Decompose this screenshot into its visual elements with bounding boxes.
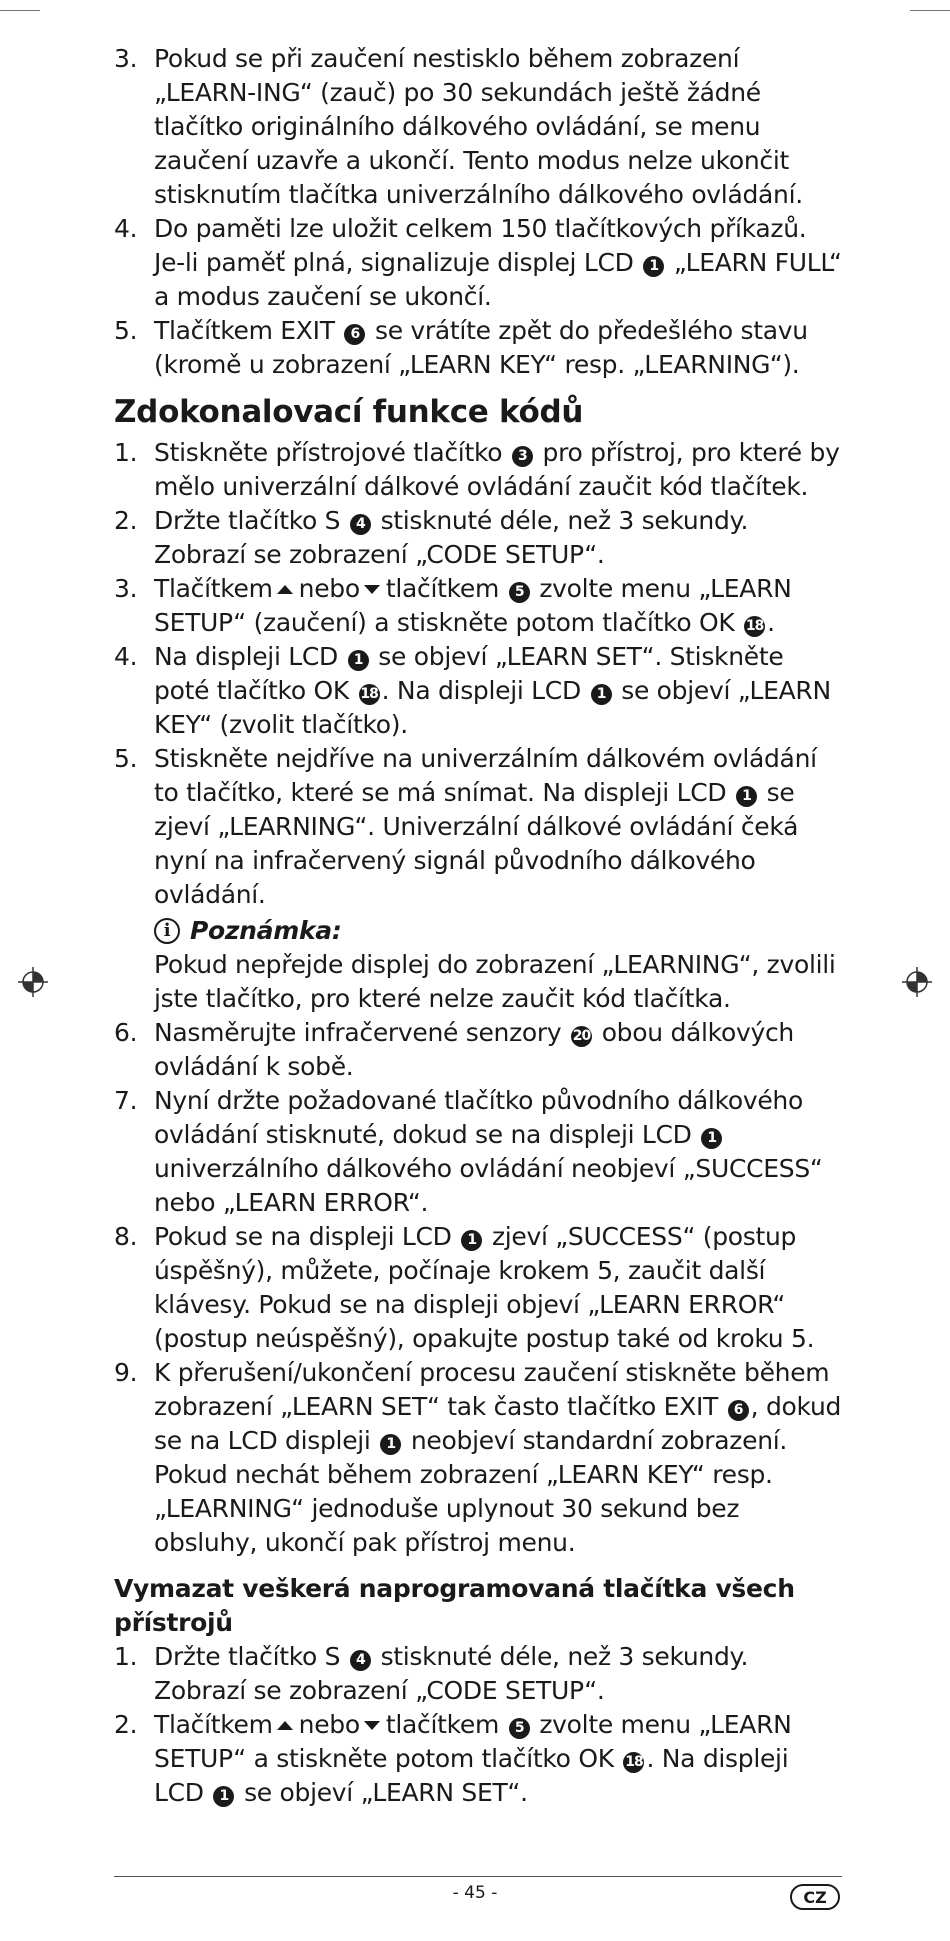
ref-number-icon: 1	[643, 256, 664, 277]
arrow-down-icon	[364, 1721, 380, 1730]
list-item: 3. Tlačítkem nebo tlačítkem 5 zvolte menu „LEARN SETUP“ (zaučení) a stiskněte potom tlačítko OK 18 .	[114, 574, 792, 637]
ref-number-icon: 4	[350, 1650, 371, 1671]
language-badge: CZ	[790, 1884, 840, 1910]
ref-number-icon: 18	[359, 684, 380, 705]
arrow-up-icon	[277, 585, 293, 594]
note-text: Pokud nepřejde displej do zobrazení „LEARNING“, zvolili jste tlačítko, pro které nelze zaučit kód tlačítka.	[154, 950, 836, 1013]
ref-number-icon: 1	[348, 650, 369, 671]
list-item: 1. Držte tlačítko S 4 stisknuté déle, než 3 sekundy. Zobrazí se zobrazení „CODE SETUP“.	[114, 1642, 749, 1705]
ref-number-icon: 6	[344, 324, 365, 345]
ref-number-icon: 1	[461, 1230, 482, 1251]
code-improve-steps-list	[114, 436, 842, 1560]
list-item: 6. Nasměrujte infračervené senzory 20 obou dálkových ovládání k sobě.	[114, 1018, 794, 1081]
list-item: 5. Stiskněte nejdříve na univerzálním dálkovém ovládání to tlačítko, které se má snímat. Na displeji LCD 1 se zjeví „LEARNING“. Univerzální dálkové ovládání čeká nyní na infračervený signál původního dálkového ovládání. i Poznámka: Pokud nepřejde displej do zobrazení „LEARNING“, zvolili jste tlačítko, pro které nelze zaučit kód tlačítka.	[114, 742, 842, 1016]
footer-divider	[114, 1876, 842, 1877]
crop-mark-right	[910, 10, 950, 11]
crop-mark-left	[0, 10, 40, 11]
ref-number-icon: 3	[512, 446, 533, 467]
list-item: 8. Pokud se na displeji LCD 1 zjeví „SUCCESS“ (postup úspěšný), můžete, počínaje krokem 5, zaučit další klávesy. Pokud se na displeji objeví „LEARN ERROR“ (postup neúspěšný), opakujte postup také od kroku 5.	[114, 1222, 815, 1353]
list-item: 9. K přerušení/ukončení procesu zaučení stiskněte během zobrazení „LEARN SET“ tak často tlačítko EXIT 6 , dokud se na LCD displeji 1 neobjeví standardní zobrazení. Pokud nechát během zobrazení „LEARN KEY“ resp. „LEARNING“ jednoduše uplynout 30 sekund bez obsluhy, ukončí pak přístroj menu.	[114, 1358, 842, 1557]
ref-number-icon: 1	[213, 1786, 234, 1807]
ref-number-icon: 5	[509, 582, 530, 603]
ref-number-icon: 5	[509, 1718, 530, 1739]
registration-mark-icon	[18, 967, 48, 997]
ref-number-icon: 1	[380, 1434, 401, 1455]
note-header	[154, 914, 842, 948]
arrow-down-icon	[364, 585, 380, 594]
ref-number-icon: 4	[350, 514, 371, 535]
list-item: 1. Stiskněte přístrojové tlačítko 3 pro přístroj, pro které by mělo univerzální dálkové ovládání zaučit kód tlačítek.	[114, 438, 840, 501]
ref-number-icon: 18	[623, 1752, 644, 1773]
list-item: 4. Do paměti lze uložit celkem 150 tlačítkových příkazů. Je-li paměť plná, signalizuje displej LCD 1 „LEARN FULL“ a modus zaučení se ukončí.	[114, 214, 842, 311]
list-item: 2. Tlačítkem nebo tlačítkem 5 zvolte menu „LEARN SETUP“ a stiskněte potom tlačítko OK 18 . Na displeji LCD 1 se objeví „LEARN SET“.	[114, 1710, 792, 1807]
ref-number-icon: 1	[701, 1128, 722, 1149]
list-item: 5. Tlačítkem EXIT 6 se vrátíte zpět do předešlého stavu (kromě u zobrazení „LEARN KEY“ resp. „LEARNING“).	[114, 316, 808, 379]
ref-number-icon: 6	[728, 1400, 749, 1421]
page-number: - 45 -	[452, 1883, 498, 1903]
info-icon: i	[154, 918, 180, 944]
registration-mark-icon	[902, 967, 932, 997]
learn-steps-list	[114, 42, 842, 382]
ref-number-icon: 1	[591, 684, 612, 705]
list-item: 2. Držte tlačítko S 4 stisknuté déle, než 3 sekundy. Zobrazí se zobrazení „CODE SETUP“.	[114, 506, 749, 569]
list-item: 4. Na displeji LCD 1 se objeví „LEARN SET“. Stiskněte poté tlačítko OK 18 . Na displeji LCD 1 se objeví „LEARN KEY“ (zvolit tlačítko).	[114, 642, 831, 739]
section-heading: Zdokonalovací funkce kódů	[114, 394, 584, 430]
list-item: 3. Pokud se při zaučení nestisklo během zobrazení „LEARN-ING“ (zauč) po 30 sekundách ještě žádné tlačítko originálního dálkového ovládání, se menu zaučení uzavře a ukončí. Tento modus nelze ukončit stisknutím tlačítka univerzálního dálkového ovládání.	[114, 44, 803, 209]
arrow-up-icon	[277, 1721, 293, 1730]
ref-number-icon: 18	[744, 616, 765, 637]
delete-steps-list	[114, 1640, 842, 1810]
list-item: 7. Nyní držte požadované tlačítko původního dálkového ovládání stisknuté, dokud se na displeji LCD 1 univerzálního dálkového ovládání neobjeví „SUCCESS“ nebo „LEARN ERROR“.	[114, 1086, 823, 1217]
note-title: Poznámka:	[190, 916, 342, 945]
ref-number-icon: 20	[571, 1026, 592, 1047]
section-heading: Vymazat veškerá naprogramovaná tlačítka všech přístrojů	[114, 1574, 795, 1637]
page-content	[114, 42, 842, 1810]
ref-number-icon: 1	[736, 786, 757, 807]
